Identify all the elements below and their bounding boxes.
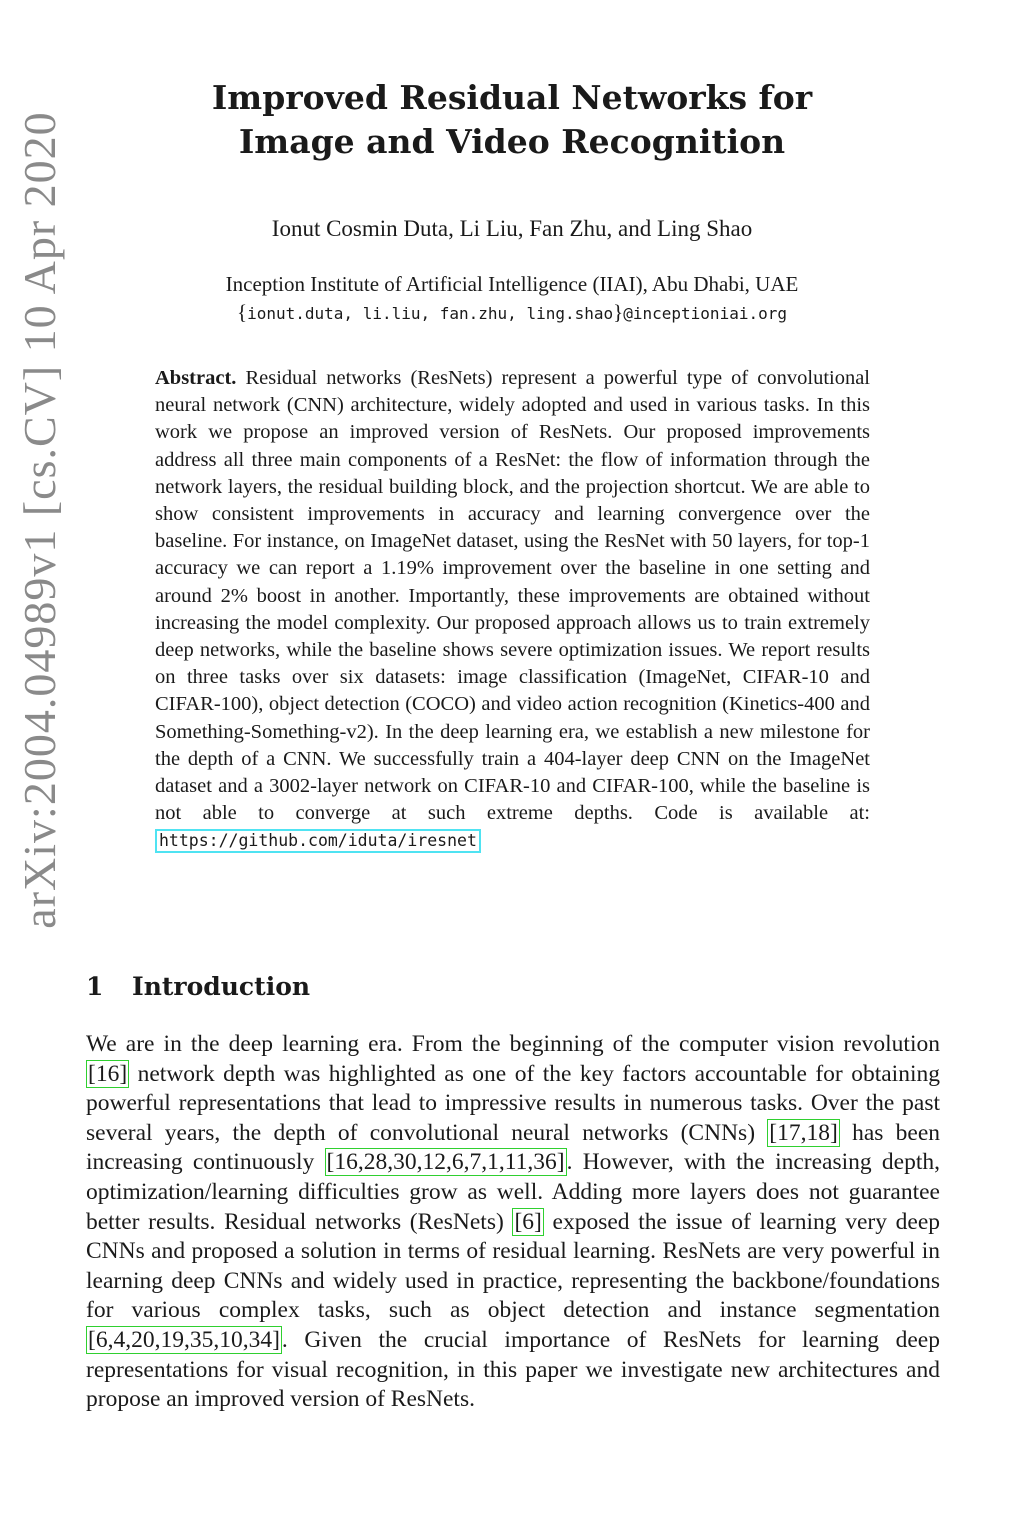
email-close-brace: } — [613, 300, 624, 324]
intro-text-6: . Given the crucial importance of ResNets for learning deep representations for visual recognition, in this paper we investigate new architectures and propose an improved version of ResNets. — [86, 1326, 940, 1413]
arxiv-identifier-stamp: arXiv:2004.04989v1 [cs.CV] 10 Apr 2020 — [14, 111, 65, 929]
intro-text-2: network depth was highlighted as one of the key factors accountable for obtaining powerful representations that lead to impressive results in numerous tasks. Over the past several years, the depth of convolutional neural networks (CNNs) — [86, 1060, 940, 1146]
code-repository-link[interactable]: https://github.com/iduta/iresnet — [155, 829, 481, 853]
introduction-paragraph — [86, 1030, 940, 1415]
abstract-label: Abstract. — [155, 367, 237, 389]
section-number: 1 — [86, 972, 104, 1001]
abstract-text: Residual networks (ResNets) represent a powerful type of convolutional neural network (CNN) architecture, widely adopted and used in various tasks. In this work we propose an improved version of ResNets. Our proposed improvements address all three main components of a ResNet: the flow of information through the network layers, the residual building block, and the projection shortcut. We are able to show consistent improvements in accuracy and learning convergence over the baseline. For instance, on ImageNet dataset, using the ResNet with 50 layers, for top-1 accuracy we can report a 1.19% improvement over the baseline in one setting and around 2% boost in another. Importantly, these improvements are obtained without increasing the model complexity. Our proposed approach allows us to train extremely deep networks, while the baseline shows severe optimization issues. We report results on three tasks over six datasets: image classification (ImageNet, CIFAR-10 and CIFAR-100), object detection (COCO) and video action recognition (Kinetics-400 and Something-Something-v2). In the deep learning era, we establish a new milestone for the depth of a CNN. We successfully train a 404-layer deep CNN on the ImageNet dataset and a 3002-layer network on CIFAR-10 and CIFAR-100, while the baseline is not able to converge at such extreme depths. Code is available at: — [155, 367, 871, 825]
email-open-brace: { — [237, 300, 248, 324]
citation-link[interactable]: [16] — [88, 1060, 128, 1087]
citation-link[interactable]: [17,18] — [769, 1119, 838, 1146]
author-emails — [100, 298, 924, 328]
citation-link[interactable]: [6] — [514, 1208, 542, 1235]
section-heading-introduction — [86, 972, 310, 1001]
intro-text-4: . However, with the increasing depth, optimization/learning difficulties grow as well. Adding more layers does not guarantee better results. Residual networks (ResNets) — [86, 1149, 940, 1235]
title-line-2: Image and Video Recognition — [238, 122, 786, 161]
citation-link[interactable]: [6,4,20,19,35,10,34] — [88, 1326, 280, 1353]
affiliation: Inception Institute of Artificial Intelligence (IIAI), Abu Dhabi, UAE — [225, 272, 799, 296]
paper-title — [150, 76, 874, 164]
email-domain: @inceptioniai.org — [623, 304, 787, 323]
abstract — [155, 365, 870, 855]
email-usernames: ionut.duta, li.liu, fan.zhu, ling.shao — [247, 304, 614, 323]
author-list: Ionut Cosmin Duta, Li Liu, Fan Zhu, and Ling Shao — [271, 216, 753, 241]
intro-text-5: exposed the issue of learning very deep CNNs and proposed a solution in terms of residual learning. ResNets are very powerful in learning deep CNNs and widely used in practice, representing the backbone/foundations for various complex tasks, such as object detection and instance segmentation — [86, 1208, 940, 1324]
intro-text-1: We are in the deep learning era. From the beginning of the computer vision revolution — [86, 1031, 940, 1057]
title-line-1: Improved Residual Networks for — [211, 78, 813, 117]
section-title: Introduction — [132, 972, 311, 1001]
citation-link[interactable]: [16,28,30,12,6,7,1,11,36] — [326, 1149, 565, 1176]
intro-text-3: has been increasing continuously — [86, 1119, 941, 1176]
